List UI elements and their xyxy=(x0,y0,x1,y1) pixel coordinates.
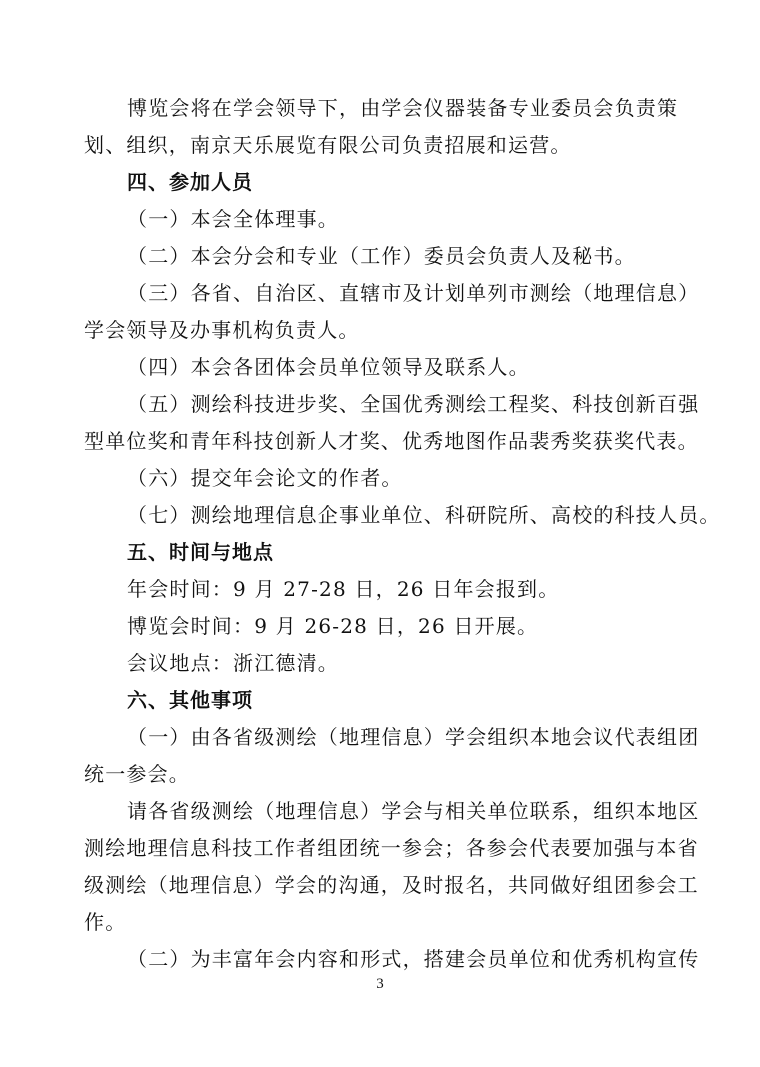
participant-item-5-line-2: 型单位奖和青年科技创新人才奖、优秀地图作品裴秀奖获奖代表。 xyxy=(84,429,699,453)
participant-item-5-line-1: （五）测绘科技进步奖、全国优秀测绘工程奖、科技创新百强 xyxy=(127,392,700,416)
participant-item-3-line-2: 学会领导及办事机构负责人。 xyxy=(84,318,360,342)
participant-item-7: （七）测绘地理信息企事业单位、科研院所、高校的科技人员。 xyxy=(127,503,721,527)
participant-item-6: （六）提交年会论文的作者。 xyxy=(127,466,403,490)
annual-meeting-time: 年会时间：9 月 27-28 日，26 日年会报到。 xyxy=(127,577,560,601)
page-number: 3 xyxy=(376,976,384,992)
meeting-location: 会议地点：浙江德清。 xyxy=(127,651,339,675)
paragraph-expo-line-2: 划、组织，南京天乐展览有限公司负责招展和运营。 xyxy=(84,133,572,157)
other-item-1-line-2: 统一参会。 xyxy=(84,762,190,786)
other-paragraph-line-2: 测绘地理信息科技工作者组团统一参会；各参会代表要加强与本省 xyxy=(84,836,699,860)
participant-item-2: （二）本会分会和专业（工作）委员会负责人及秘书。 xyxy=(127,244,636,268)
other-paragraph-line-3: 级测绘（地理信息）学会的沟通，及时报名，共同做好组团参会工 xyxy=(84,873,699,897)
expo-time: 博览会时间：9 月 26-28 日，26 日开展。 xyxy=(127,614,539,638)
participant-item-4: （四）本会各团体会员单位领导及联系人。 xyxy=(127,355,530,379)
other-paragraph-line-1: 请各省级测绘（地理信息）学会与相关单位联系，组织本地区 xyxy=(127,799,700,823)
participant-item-1: （一）本会全体理事。 xyxy=(127,207,339,231)
other-item-2-line-1: （二）为丰富年会内容和形式，搭建会员单位和优秀机构宣传 xyxy=(127,947,700,971)
section-heading-time-place: 五、时间与地点 xyxy=(127,540,274,564)
section-heading-participants: 四、参加人员 xyxy=(127,170,253,194)
paragraph-expo-line-1: 博览会将在学会领导下，由学会仪器装备专业委员会负责策 xyxy=(127,96,679,120)
section-heading-other-matters: 六、其他事项 xyxy=(127,688,253,712)
participant-item-3-line-1: （三）各省、自治区、直辖市及计划单列市测绘（地理信息） xyxy=(127,281,700,305)
other-paragraph-line-4: 作。 xyxy=(84,910,127,934)
other-item-1-line-1: （一）由各省级测绘（地理信息）学会组织本地会议代表组团 xyxy=(127,725,700,749)
